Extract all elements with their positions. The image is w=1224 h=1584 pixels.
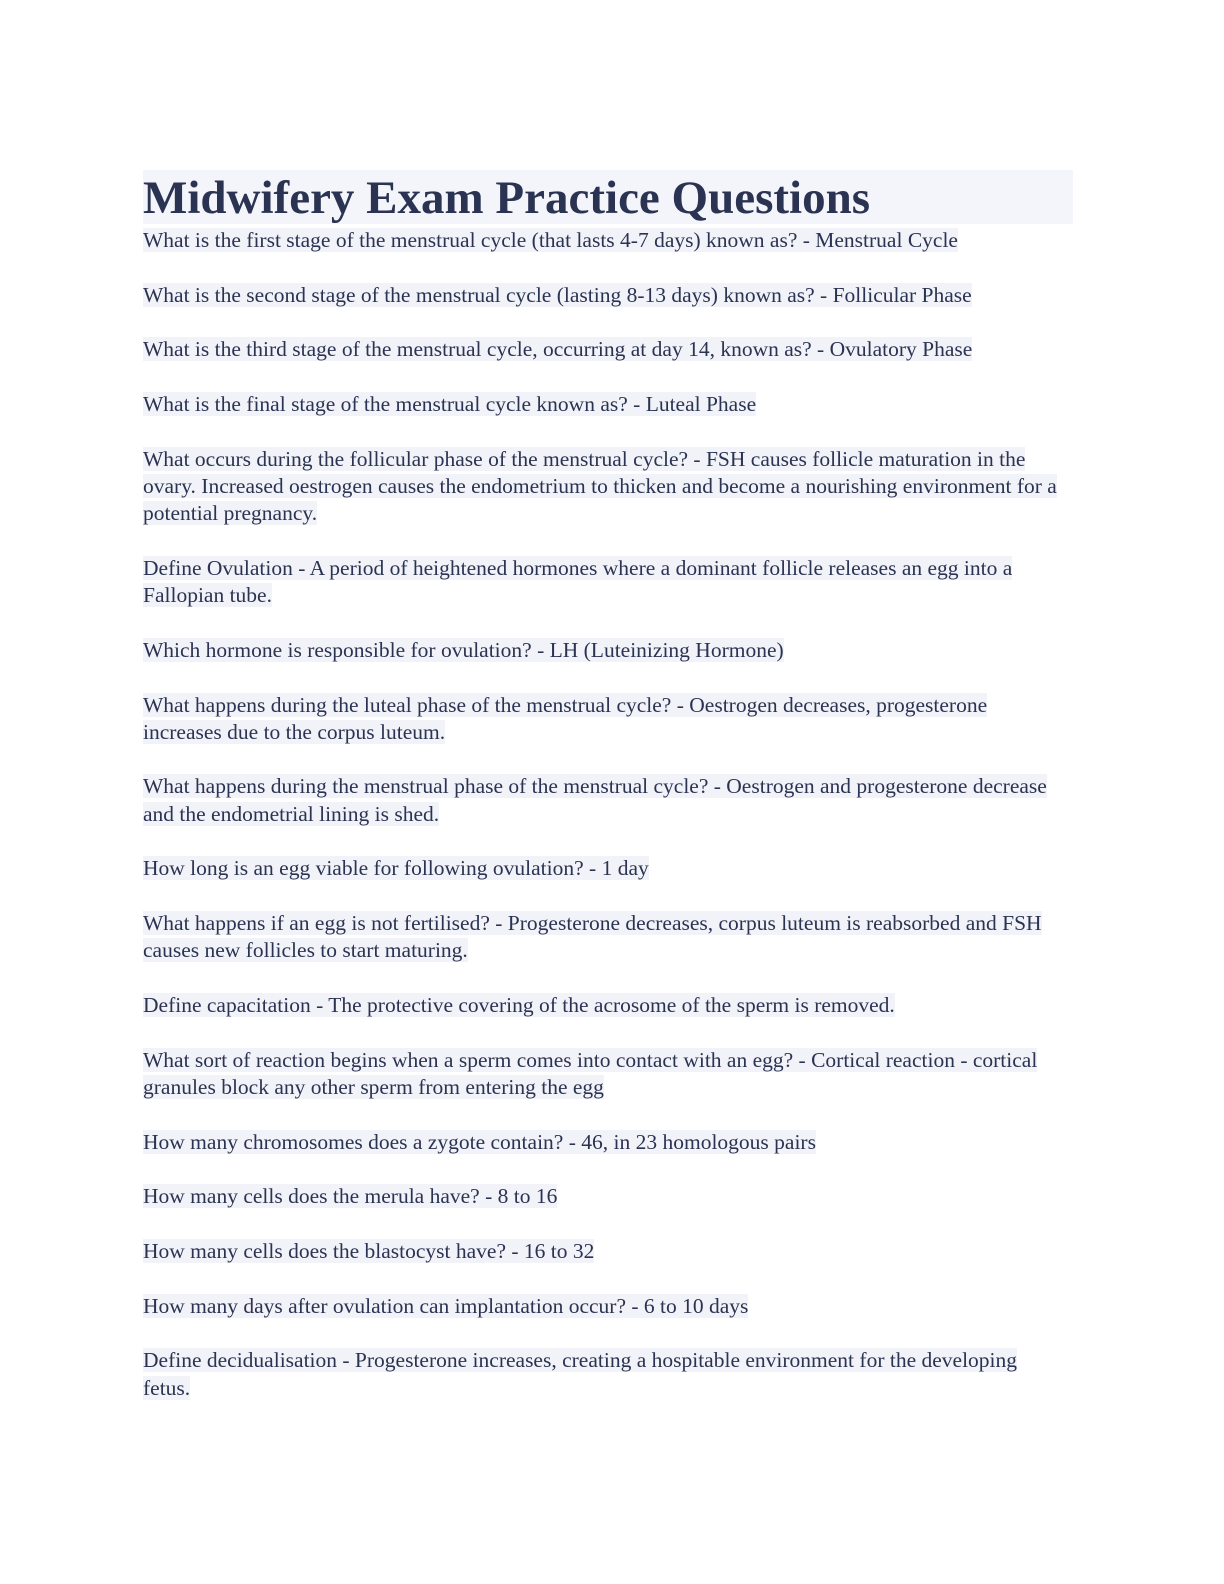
qa-text: How many cells does the merula have? - 8 to 16	[143, 1184, 558, 1209]
title-block	[143, 170, 1073, 224]
qa-item-3	[143, 336, 1065, 363]
qa-item-10	[143, 855, 1065, 882]
qa-text: What happens during the menstrual phase of the menstrual cycle? - Oestrogen and progesterone decrease and the endometrial lining is shed.	[143, 774, 1047, 826]
qa-item-4	[143, 391, 1065, 418]
qa-text: What is the second stage of the menstrual cycle (lasting 8-13 days) known as? - Follicular Phase	[143, 282, 972, 307]
qa-text: How many chromosomes does a zygote contain? - 46, in 23 homologous pairs	[143, 1129, 816, 1154]
qa-text: What sort of reaction begins when a sperm comes into contact with an egg? - Cortical reaction - cortical granules block any other sperm from entering the egg	[143, 1047, 1038, 1099]
qa-text: How many days after ovulation can implantation occur? - 6 to 10 days	[143, 1293, 749, 1318]
qa-text: What happens during the luteal phase of the menstrual cycle? - Oestrogen decreases, progesterone increases due to the corpus luteum.	[143, 692, 988, 744]
qa-text: How many cells does the blastocyst have? - 16 to 32	[143, 1238, 595, 1263]
qa-text: What happens if an egg is not fertilised? - Progesterone decreases, corpus luteum is reabsorbed and FSH causes new follicles to start maturing.	[143, 911, 1042, 963]
qa-item-7	[143, 637, 1065, 664]
question-list	[143, 227, 1073, 1402]
page-title: Midwifery Exam Practice Questions	[143, 172, 871, 224]
qa-item-17	[143, 1293, 1065, 1320]
qa-text: Define Ovulation - A period of heightened hormones where a dominant follicle releases an egg into a Fallopian tube.	[143, 555, 1013, 608]
qa-text: Define decidualisation - Progesterone increases, creating a hospitable environment for the developing fetus.	[143, 1348, 1018, 1400]
qa-text: What is the third stage of the menstrual cycle, occurring at day 14, known as? - Ovulatory Phase	[143, 337, 973, 362]
qa-item-15	[143, 1183, 1065, 1210]
document-page	[143, 170, 1073, 1429]
qa-item-9	[143, 773, 1065, 827]
qa-item-18	[143, 1347, 1065, 1401]
qa-item-13	[143, 1047, 1065, 1101]
qa-text: Which hormone is responsible for ovulation? - LH (Luteinizing Hormone)	[143, 637, 784, 662]
qa-text: What occurs during the follicular phase of the menstrual cycle? - FSH causes follicle maturation in the ovary. Increased oestrogen causes the endometrium to thicken and become a nourishing environment for a potential pregnancy.	[143, 446, 1057, 526]
qa-text: What is the final stage of the menstrual cycle known as? - Luteal Phase	[143, 392, 757, 417]
qa-item-1	[143, 227, 1065, 254]
qa-text: How long is an egg viable for following ovulation? - 1 day	[143, 856, 649, 881]
qa-text: Define capacitation - The protective covering of the acrosome of the sperm is removed.	[143, 992, 895, 1017]
qa-item-16	[143, 1238, 1065, 1265]
qa-text: What is the first stage of the menstrual cycle (that lasts 4-7 days) known as? - Menstrual Cycle	[143, 228, 958, 252]
qa-item-14	[143, 1129, 1065, 1156]
qa-item-8	[143, 692, 1065, 746]
qa-item-2	[143, 282, 1065, 309]
qa-item-5	[143, 446, 1065, 528]
qa-item-11	[143, 910, 1065, 964]
qa-item-12	[143, 992, 1065, 1019]
qa-item-6	[143, 555, 1065, 609]
